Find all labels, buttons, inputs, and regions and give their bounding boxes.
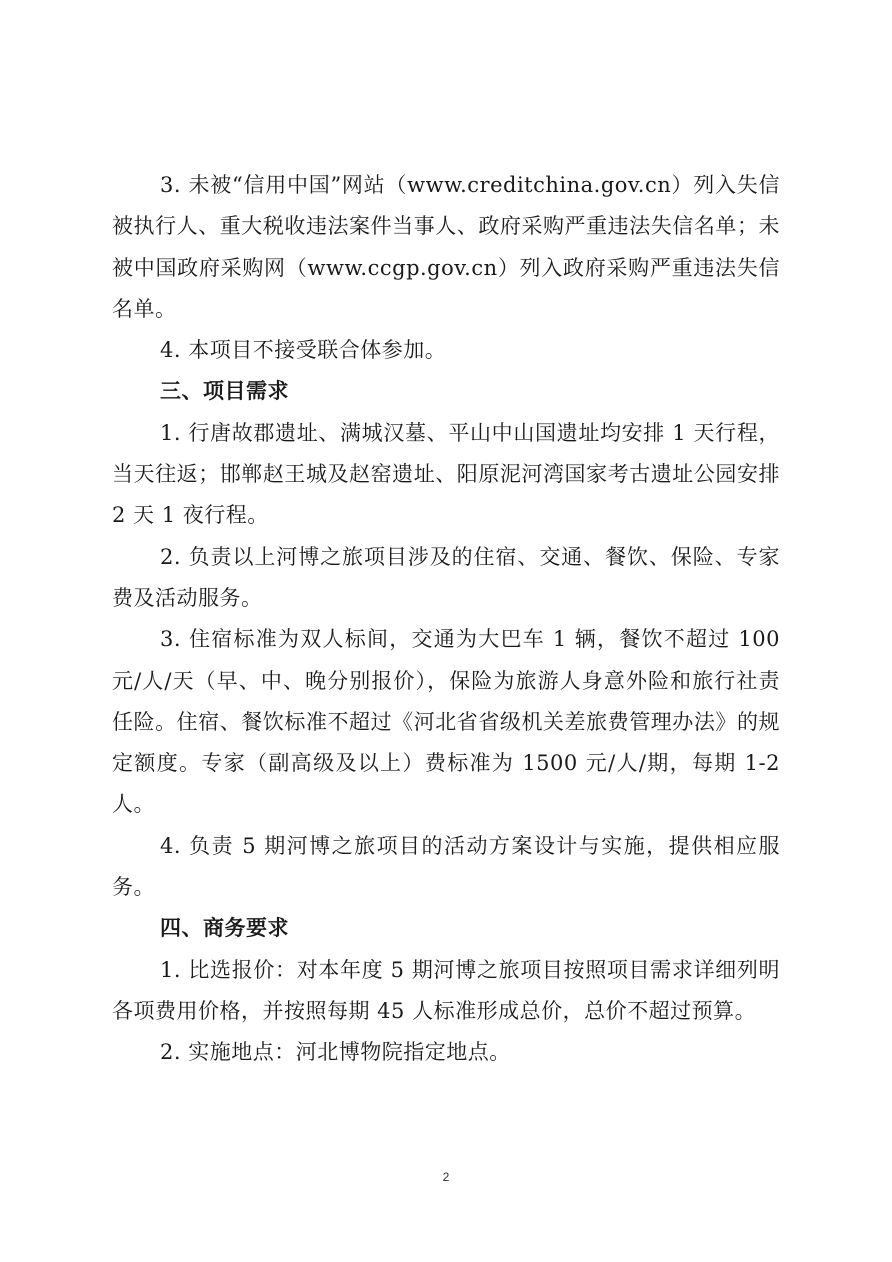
section-heading-project-requirements: 三、项目需求 <box>160 379 289 404</box>
paragraph-qualification-4: 4. 本项目不接受联合体参加。 <box>160 338 447 363</box>
paragraph-qualification-3: 3. 未被“信用中国”网站（www.creditchina.gov.cn）列入失信被执行人、重大税收违法案件当事人、政府采购严重违法失信名单；未被中国政府采购网（www.ccgp.gov.cn）列入政府采购严重违法失信名单。 <box>112 173 780 321</box>
paragraph-business-2: 2. 实施地点：河北博物院指定地点。 <box>160 1040 511 1065</box>
paragraph-business-1: 1. 比选报价：对本年度 5 期河博之旅项目按照项目需求详细列明各项费用价格，并按照每期 45 人标准形成总价，总价不超过预算。 <box>112 957 780 1023</box>
page-number: 2 <box>442 1170 450 1184</box>
paragraph-requirement-3: 3. 住宿标准为双人标间，交通为大巴车 1 辆，餐饮不超过 100 元/人/天（早、中、晚分别报价），保险为旅游人身意外险和旅行社责任险。住宿、餐饮标准不超过《河北省省级机关差旅费管理办法》的规定额度。专家（副高级及以上）费标准为 1500 元/人/期，每期 1-2 人。 <box>112 627 780 817</box>
section-heading-business-requirements: 四、商务要求 <box>160 916 289 941</box>
paragraph-requirement-4: 4. 负责 5 期河博之旅项目的活动方案设计与实施，提供相应服务。 <box>112 833 780 900</box>
paragraph-requirement-1: 1. 行唐故郡遗址、满城汉墓、平山中山国遗址均安排 1 天行程，当天往返；邯郸赵王城及赵窑遗址、阳原泥河湾国家考古遗址公园安排 2 天 1 夜行程。 <box>112 420 780 528</box>
paragraph-requirement-2: 2. 负责以上河博之旅项目涉及的住宿、交通、餐饮、保险、专家费及活动服务。 <box>112 544 780 610</box>
document-body <box>112 165 780 1074</box>
